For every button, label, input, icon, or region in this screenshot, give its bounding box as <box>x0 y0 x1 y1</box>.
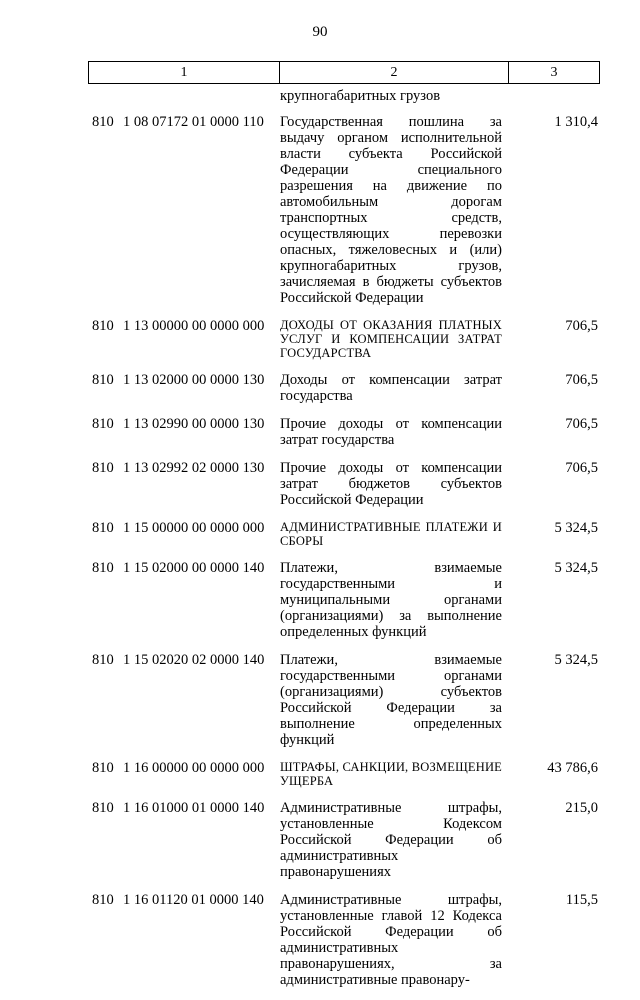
income-description: Доходы от компенсации затрат государства <box>280 372 502 404</box>
income-description: АДМИНИСТРАТИВНЫЕ ПЛАТЕЖИ И СБОРЫ <box>280 520 502 548</box>
column-header-2: 2 <box>280 62 509 84</box>
amount-value: 706,5 <box>565 318 598 334</box>
classification-code: 1 15 00000 00 0000 000 <box>123 520 265 536</box>
budget-code <box>0 114 264 130</box>
amount-value: 43 786,6 <box>547 760 598 776</box>
classification-code: 1 16 01000 01 0000 140 <box>123 800 265 816</box>
column-header-table <box>88 61 600 84</box>
budget-code <box>0 318 265 334</box>
administrator-code: 810 <box>92 652 114 668</box>
budget-code <box>0 416 265 432</box>
classification-code: 1 15 02000 00 0000 140 <box>123 560 265 576</box>
table-row <box>0 460 640 508</box>
amount-value: 5 324,5 <box>554 560 598 576</box>
classification-code: 1 13 02990 00 0000 130 <box>123 416 265 432</box>
table-row <box>0 892 640 988</box>
amount-value: 706,5 <box>565 416 598 432</box>
row-list <box>0 114 640 988</box>
administrator-code: 810 <box>92 760 114 776</box>
page-number: 90 <box>312 24 328 40</box>
administrator-code: 810 <box>92 318 114 334</box>
income-description: Государственная пошлина за выдачу органом исполнительной власти субъекта Российской Федерации специального разрешения на движение по автомобильным дорогам транспортных средств, осуществляющих перевозки опасных, тяжеловесных и (или) крупногабаритных грузов, зачисляемая в бюджеты субъектов Российской Федерации <box>280 114 502 306</box>
table-row <box>0 800 640 880</box>
amount-value: 215,0 <box>565 800 598 816</box>
budget-code <box>0 800 265 816</box>
table-row <box>0 114 640 306</box>
budget-code <box>0 460 265 476</box>
administrator-code: 810 <box>92 892 114 908</box>
income-description: Платежи, взимаемые государственными органами (организациями) субъектов Российской Федерации за выполнение определенных функций <box>280 652 502 748</box>
administrator-code: 810 <box>92 520 114 536</box>
classification-code: 1 16 01120 01 0000 140 <box>123 892 264 908</box>
continued-text: крупногабаритных грузов <box>280 88 441 104</box>
table-row <box>0 560 640 640</box>
table-row <box>0 372 640 404</box>
administrator-code: 810 <box>92 114 114 130</box>
budget-code <box>0 760 265 776</box>
income-description: ДОХОДЫ ОТ ОКАЗАНИЯ ПЛАТНЫХ УСЛУГ И КОМПЕНСАЦИИ ЗАТРАТ ГОСУДАРСТВА <box>280 318 502 360</box>
administrator-code: 810 <box>92 372 114 388</box>
table-row <box>0 318 640 360</box>
amount-value: 706,5 <box>565 460 598 476</box>
administrator-code: 810 <box>92 416 114 432</box>
column-header-1: 1 <box>89 62 280 84</box>
budget-code <box>0 892 264 908</box>
classification-code: 1 16 00000 00 0000 000 <box>123 760 265 776</box>
budget-code <box>0 652 265 668</box>
budget-code <box>0 372 265 388</box>
administrator-code: 810 <box>92 460 114 476</box>
income-description: Административные штрафы, установленные Кодексом Российской Федерации об административных правонарушениях <box>280 800 502 880</box>
income-description: Прочие доходы от компенсации затрат государства <box>280 416 502 448</box>
amount-value: 5 324,5 <box>554 520 598 536</box>
amount-value: 706,5 <box>565 372 598 388</box>
table-row <box>0 520 640 548</box>
budget-code <box>0 560 265 576</box>
classification-code: 1 13 02000 00 0000 130 <box>123 372 265 388</box>
income-description: Прочие доходы от компенсации затрат бюджетов субъектов Российской Федерации <box>280 460 502 508</box>
amount-value: 1 310,4 <box>554 114 598 130</box>
classification-code: 1 08 07172 01 0000 110 <box>123 114 264 130</box>
budget-code <box>0 520 265 536</box>
classification-code: 1 15 02020 02 0000 140 <box>123 652 265 668</box>
classification-code: 1 13 02992 02 0000 130 <box>123 460 265 476</box>
income-table-body <box>0 88 640 1000</box>
amount-value: 115,5 <box>565 892 598 908</box>
administrator-code: 810 <box>92 560 114 576</box>
income-description: Административные штрафы, установленные главой 12 Кодекса Российской Федерации об административных правонарушениях, за административные правонару- <box>280 892 502 988</box>
classification-code: 1 13 00000 00 0000 000 <box>123 318 265 334</box>
amount-value: 5 324,5 <box>554 652 598 668</box>
table-row <box>0 760 640 788</box>
administrator-code: 810 <box>92 800 114 816</box>
table-row <box>0 416 640 448</box>
income-description: Платежи, взимаемые государственными и муниципальными органами (организациями) за выполнение определенных функций <box>280 560 502 640</box>
column-header-3: 3 <box>509 62 600 84</box>
table-row <box>0 652 640 748</box>
income-description: ШТРАФЫ, САНКЦИИ, ВОЗМЕЩЕНИЕ УЩЕРБА <box>280 760 503 788</box>
